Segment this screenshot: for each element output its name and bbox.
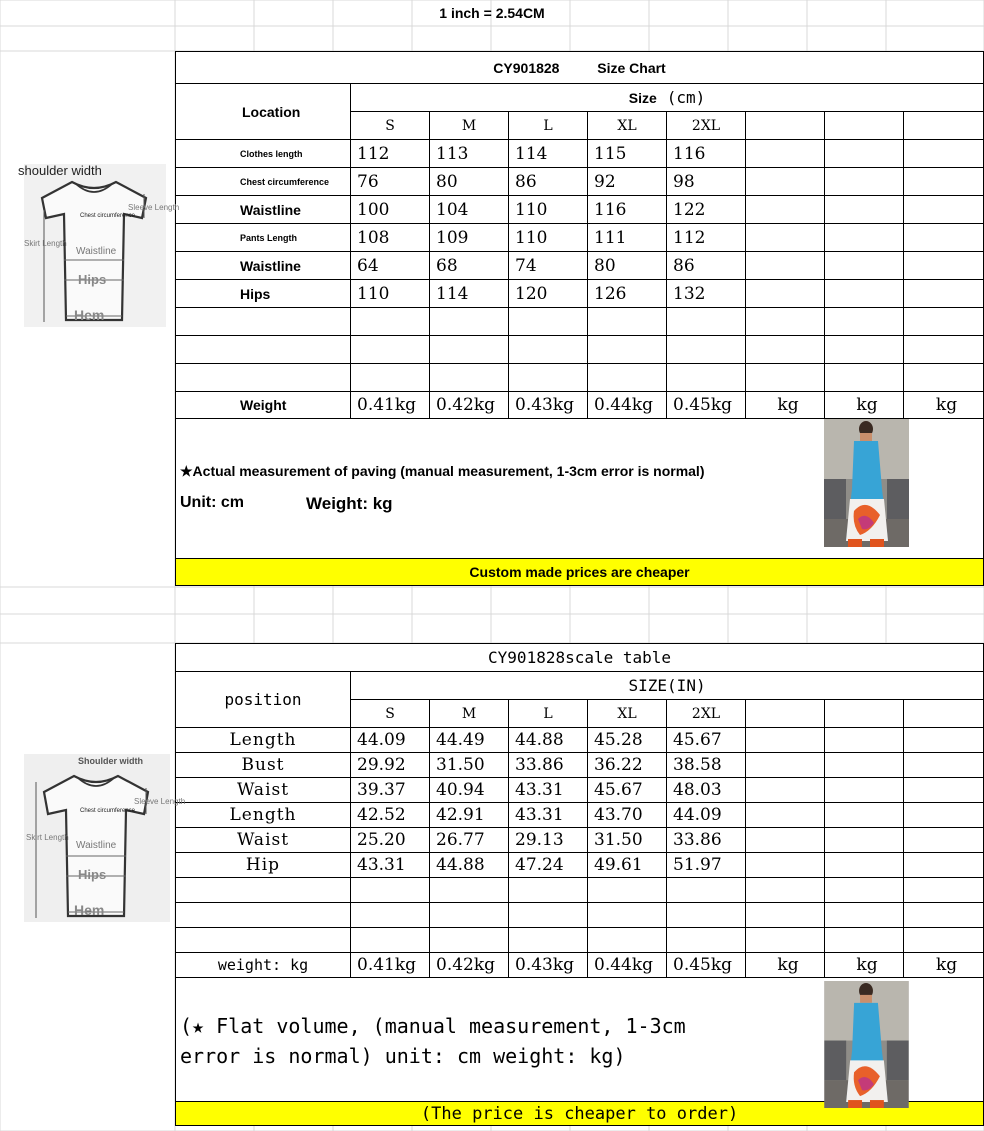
measurement-value: 112 <box>351 140 430 168</box>
weight-unit-label: Weight: kg <box>306 494 393 513</box>
measurement-value: 29.13 <box>509 828 588 853</box>
measurement-row <box>176 168 984 196</box>
empty-cell <box>825 112 904 140</box>
empty-cell <box>904 753 984 778</box>
measurement-value: 47.24 <box>509 853 588 878</box>
size-in-header: SIZE(IN) <box>351 672 984 700</box>
empty-cell <box>746 196 825 224</box>
empty-cell <box>825 700 904 728</box>
measurement-row <box>176 280 984 308</box>
weight-value: kg <box>746 392 825 419</box>
empty-cell <box>904 196 984 224</box>
measurement-value: 44.88 <box>509 728 588 753</box>
size-header <box>351 84 984 112</box>
measurement-value: 68 <box>430 252 509 280</box>
size-2xl: 2XL <box>667 700 746 728</box>
empty-cell <box>904 280 984 308</box>
measurement-label: Waistline <box>176 252 351 280</box>
empty-cell <box>825 853 904 878</box>
measurement-row <box>176 853 984 878</box>
measurement-label: Hip <box>176 853 351 878</box>
model-photo <box>824 981 909 1108</box>
empty-cell <box>746 252 825 280</box>
weight-value: 0.44kg <box>588 953 667 978</box>
shoulder-width-label: Shoulder width <box>78 756 143 766</box>
empty-cell <box>746 728 825 753</box>
size-xl: XL <box>588 112 667 140</box>
measurement-value: 39.37 <box>351 778 430 803</box>
measurement-label: Chest circumference <box>176 168 351 196</box>
measurement-value: 45.67 <box>588 778 667 803</box>
measurement-value: 112 <box>667 224 746 252</box>
measurement-value: 64 <box>351 252 430 280</box>
empty-cell <box>904 168 984 196</box>
measurement-value: 110 <box>509 196 588 224</box>
size-unit: (cm) <box>666 88 706 107</box>
skirt-label: Skirt Length <box>26 833 69 842</box>
weight-value: 0.42kg <box>430 953 509 978</box>
note-line-1: (★ Flat volume, (manual measurement, 1-3cm <box>180 1014 686 1038</box>
order-price-banner: (The price is cheaper to order) <box>176 1102 984 1126</box>
inch-table-title: CY901828scale table <box>176 644 984 672</box>
hem-label: Hem <box>74 902 105 918</box>
empty-cell <box>746 112 825 140</box>
empty-cell <box>746 700 825 728</box>
measurement-value: 33.86 <box>667 828 746 853</box>
measurement-value: 108 <box>351 224 430 252</box>
measurement-value: 31.50 <box>430 753 509 778</box>
measurement-value: 44.49 <box>430 728 509 753</box>
measurement-label: Length <box>176 728 351 753</box>
weight-value: 0.44kg <box>588 392 667 419</box>
size-chart-label: Size Chart <box>597 59 666 76</box>
measurement-value: 43.70 <box>588 803 667 828</box>
measurement-row <box>176 140 984 168</box>
measurement-value: 122 <box>667 196 746 224</box>
custom-price-banner: Custom made prices are cheaper <box>176 559 984 586</box>
measurement-value: 44.09 <box>351 728 430 753</box>
measurement-label: Length <box>176 803 351 828</box>
measurement-value: 110 <box>351 280 430 308</box>
weight-value: 0.45kg <box>667 953 746 978</box>
chest-label: Chest circumference <box>80 213 136 219</box>
measurement-row <box>176 224 984 252</box>
measurement-value: 116 <box>588 196 667 224</box>
position-header: position <box>176 672 351 728</box>
empty-cell <box>825 252 904 280</box>
measurement-value: 114 <box>430 280 509 308</box>
empty-cell <box>746 140 825 168</box>
measurement-value: 80 <box>430 168 509 196</box>
cm-table-title <box>176 52 984 84</box>
size-m: M <box>430 112 509 140</box>
measurement-label: Clothes length <box>176 140 351 168</box>
measurement-value: 26.77 <box>430 828 509 853</box>
measurement-value: 98 <box>667 168 746 196</box>
measurement-value: 116 <box>667 140 746 168</box>
measurement-value: 109 <box>430 224 509 252</box>
measurement-value: 80 <box>588 252 667 280</box>
size-l: L <box>509 112 588 140</box>
empty-cell <box>904 803 984 828</box>
measurement-value: 74 <box>509 252 588 280</box>
measurement-value: 44.88 <box>430 853 509 878</box>
measurement-label: Waist <box>176 778 351 803</box>
note-line-2: error is normal) unit: cm weight: kg) <box>180 1044 626 1068</box>
sleeve-label: Sleeve Length <box>134 797 186 806</box>
measurement-value: 29.92 <box>351 753 430 778</box>
size-s: S <box>351 112 430 140</box>
empty-cell <box>746 753 825 778</box>
location-header: Location <box>176 84 351 140</box>
size-2xl: 2XL <box>667 112 746 140</box>
measurement-value: 43.31 <box>509 803 588 828</box>
dress-diagram <box>22 752 186 924</box>
empty-cell <box>904 853 984 878</box>
empty-cell <box>746 224 825 252</box>
empty-cell <box>904 728 984 753</box>
weight-value: 0.43kg <box>509 392 588 419</box>
weight-value: 0.45kg <box>667 392 746 419</box>
measurement-row <box>176 728 984 753</box>
unit-label: Unit: cm <box>180 494 244 511</box>
measurement-value: 31.50 <box>588 828 667 853</box>
empty-cell <box>746 853 825 878</box>
weight-value: kg <box>746 953 825 978</box>
measurement-value: 36.22 <box>588 753 667 778</box>
empty-cell <box>825 828 904 853</box>
size-s: S <box>351 700 430 728</box>
empty-cell <box>825 168 904 196</box>
weight-value: kg <box>825 392 904 419</box>
hem-label: Hem <box>74 307 105 323</box>
waistline-label: Waistline <box>76 246 117 257</box>
chest-label: Chest circumference <box>80 808 136 814</box>
measurement-value: 42.91 <box>430 803 509 828</box>
size-m: M <box>430 700 509 728</box>
size-l: L <box>509 700 588 728</box>
empty-cell <box>904 252 984 280</box>
empty-cell <box>746 828 825 853</box>
measurement-label: Waistline <box>176 196 351 224</box>
empty-cell <box>825 778 904 803</box>
measurement-value: 110 <box>509 224 588 252</box>
measurement-value: 45.67 <box>667 728 746 753</box>
weight-value: kg <box>825 953 904 978</box>
measurement-value: 43.31 <box>509 778 588 803</box>
size-xl: XL <box>588 700 667 728</box>
empty-cell <box>904 112 984 140</box>
measurement-row <box>176 828 984 853</box>
empty-cell <box>746 168 825 196</box>
measurement-value: 25.20 <box>351 828 430 853</box>
measurement-value: 114 <box>509 140 588 168</box>
measurement-value: 132 <box>667 280 746 308</box>
empty-cell <box>904 140 984 168</box>
weight-value: 0.43kg <box>509 953 588 978</box>
empty-cell <box>825 280 904 308</box>
measurement-value: 113 <box>430 140 509 168</box>
measurement-value: 104 <box>430 196 509 224</box>
empty-cell <box>746 778 825 803</box>
measurement-value: 40.94 <box>430 778 509 803</box>
measurement-value: 45.28 <box>588 728 667 753</box>
waistline-label: Waistline <box>76 840 117 851</box>
measurement-row <box>176 803 984 828</box>
measurement-row <box>176 753 984 778</box>
measurement-value: 43.31 <box>351 853 430 878</box>
measurement-value: 100 <box>351 196 430 224</box>
empty-cell <box>904 224 984 252</box>
measurement-value: 126 <box>588 280 667 308</box>
model-photo <box>824 419 909 547</box>
empty-cell <box>825 803 904 828</box>
empty-cell <box>746 803 825 828</box>
empty-cell <box>825 196 904 224</box>
weight-row <box>176 392 984 419</box>
measurement-label: Bust <box>176 753 351 778</box>
measurement-value: 76 <box>351 168 430 196</box>
measurement-value: 42.52 <box>351 803 430 828</box>
empty-cell <box>904 700 984 728</box>
skirt-label: Skirt Length <box>24 239 67 248</box>
product-code: CY901828 <box>493 59 560 76</box>
measurement-value: 49.61 <box>588 853 667 878</box>
empty-cell <box>904 778 984 803</box>
weight-row <box>176 953 984 978</box>
measurement-value: 120 <box>509 280 588 308</box>
measurement-value: 44.09 <box>667 803 746 828</box>
measurement-value: 38.58 <box>667 753 746 778</box>
measurement-row <box>176 778 984 803</box>
empty-cell <box>825 728 904 753</box>
measurement-value: 33.86 <box>509 753 588 778</box>
unit-conversion-header: 1 inch = 2.54CM <box>439 5 545 21</box>
measurement-value: 86 <box>667 252 746 280</box>
size-label: Size <box>628 90 657 106</box>
weight-label: Weight <box>176 392 351 419</box>
weight-value: kg <box>904 392 984 419</box>
measurement-value: 115 <box>588 140 667 168</box>
empty-cell <box>904 828 984 853</box>
measurement-label: Waist <box>176 828 351 853</box>
measurement-row <box>176 196 984 224</box>
empty-cell <box>825 753 904 778</box>
weight-label: weight: kg <box>176 953 351 978</box>
measurement-value: 51.97 <box>667 853 746 878</box>
measurement-label: Pants Length <box>176 224 351 252</box>
measurement-value: 111 <box>588 224 667 252</box>
empty-cell <box>746 280 825 308</box>
hips-label: Hips <box>78 272 107 287</box>
measurement-value: 86 <box>509 168 588 196</box>
hips-label: Hips <box>78 867 107 882</box>
empty-cell <box>825 140 904 168</box>
weight-value: 0.41kg <box>351 392 430 419</box>
measurement-row <box>176 252 984 280</box>
measurement-value: 92 <box>588 168 667 196</box>
measurement-note: ★Actual measurement of paving (manual measurement, 1-3cm error is normal) <box>180 463 705 479</box>
empty-cell <box>825 224 904 252</box>
measurement-value: 48.03 <box>667 778 746 803</box>
weight-value: 0.42kg <box>430 392 509 419</box>
dress-diagram <box>14 160 180 328</box>
shoulder-width-label: shoulder width <box>18 163 102 178</box>
measurement-label: Hips <box>176 280 351 308</box>
sleeve-label: Sleeve Length <box>128 203 180 212</box>
weight-value: kg <box>904 953 984 978</box>
weight-value: 0.41kg <box>351 953 430 978</box>
